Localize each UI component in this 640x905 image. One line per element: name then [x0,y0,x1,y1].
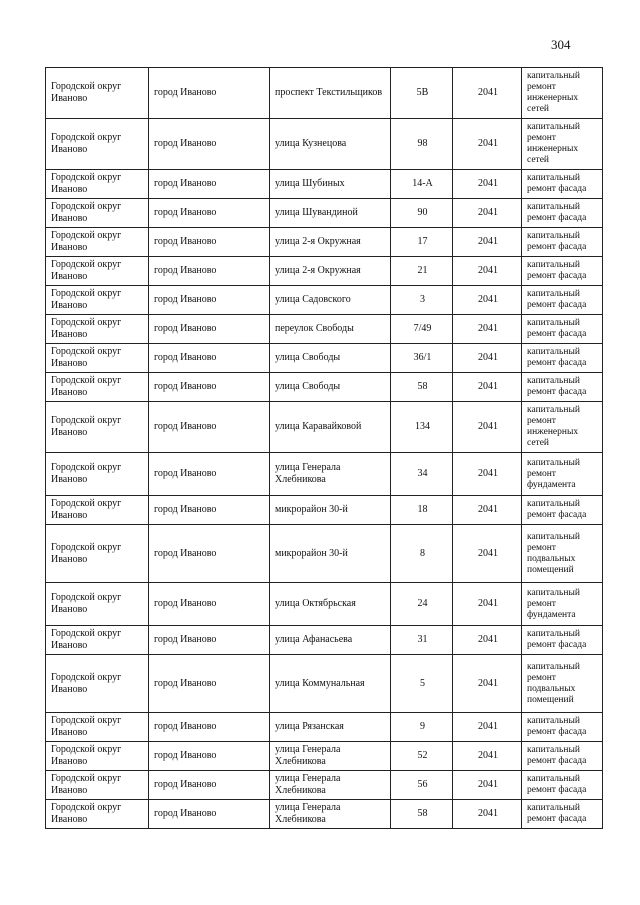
district-cell: Городской округ Иваново [46,373,149,402]
year-cell: 2041 [453,626,522,655]
registry-body [46,68,603,829]
year-cell: 2041 [453,771,522,800]
city-cell: город Иваново [149,315,270,344]
work-type-cell: капитальный ремонт фасада [522,315,603,344]
house-number-cell: 18 [391,496,453,525]
repair-registry-table [45,67,603,829]
house-number-cell: 31 [391,626,453,655]
year-cell: 2041 [453,525,522,583]
year-cell: 2041 [453,742,522,771]
house-number-cell: 21 [391,257,453,286]
house-number-cell: 8 [391,525,453,583]
table-row [46,257,603,286]
street-cell: улица Рязанская [270,713,391,742]
table-row [46,800,603,829]
table-row [46,496,603,525]
work-type-cell: капитальный ремонт фасада [522,626,603,655]
city-cell: город Иваново [149,453,270,496]
city-cell: город Иваново [149,496,270,525]
year-cell: 2041 [453,453,522,496]
district-cell: Городской округ Иваново [46,800,149,829]
work-type-cell: капитальный ремонт фасада [522,742,603,771]
work-type-cell: капитальный ремонт инженерных сетей [522,402,603,453]
city-cell: город Иваново [149,286,270,315]
work-type-cell: капитальный ремонт подвальных помещений [522,655,603,713]
city-cell: город Иваново [149,771,270,800]
work-type-cell: капитальный ремонт фундамента [522,583,603,626]
district-cell: Городской округ Иваново [46,525,149,583]
work-type-cell: капитальный ремонт инженерных сетей [522,68,603,119]
table-row [46,119,603,170]
city-cell: город Иваново [149,402,270,453]
house-number-cell: 24 [391,583,453,626]
street-cell: улица Генерала Хлебникова [270,771,391,800]
house-number-cell: 98 [391,119,453,170]
house-number-cell: 58 [391,800,453,829]
house-number-cell: 90 [391,199,453,228]
house-number-cell: 52 [391,742,453,771]
work-type-cell: капитальный ремонт фасада [522,496,603,525]
work-type-cell: капитальный ремонт фасада [522,800,603,829]
house-number-cell: 17 [391,228,453,257]
table-row [46,170,603,199]
house-number-cell: 56 [391,771,453,800]
district-cell: Городской округ Иваново [46,626,149,655]
table-row [46,402,603,453]
district-cell: Городской округ Иваново [46,655,149,713]
year-cell: 2041 [453,68,522,119]
table-row [46,525,603,583]
street-cell: улица Каравайковой [270,402,391,453]
city-cell: город Иваново [149,228,270,257]
house-number-cell: 3 [391,286,453,315]
table-row [46,286,603,315]
year-cell: 2041 [453,315,522,344]
year-cell: 2041 [453,170,522,199]
year-cell: 2041 [453,228,522,257]
street-cell: микрорайон 30-й [270,496,391,525]
city-cell: город Иваново [149,170,270,199]
district-cell: Городской округ Иваново [46,170,149,199]
work-type-cell: капитальный ремонт подвальных помещений [522,525,603,583]
district-cell: Городской округ Иваново [46,68,149,119]
street-cell: переулок Свободы [270,315,391,344]
year-cell: 2041 [453,119,522,170]
street-cell: улица Генерала Хлебникова [270,800,391,829]
house-number-cell: 7/49 [391,315,453,344]
city-cell: город Иваново [149,373,270,402]
house-number-cell: 36/1 [391,344,453,373]
work-type-cell: капитальный ремонт инженерных сетей [522,119,603,170]
district-cell: Городской округ Иваново [46,315,149,344]
street-cell: микрорайон 30-й [270,525,391,583]
table-row [46,771,603,800]
table-row [46,626,603,655]
work-type-cell: капитальный ремонт фасада [522,286,603,315]
city-cell: город Иваново [149,713,270,742]
table-row [46,315,603,344]
district-cell: Городской округ Иваново [46,344,149,373]
year-cell: 2041 [453,583,522,626]
street-cell: улица 2-я Окружная [270,228,391,257]
street-cell: улица Генерала Хлебникова [270,742,391,771]
table-row [46,199,603,228]
year-cell: 2041 [453,257,522,286]
house-number-cell: 9 [391,713,453,742]
house-number-cell: 14-А [391,170,453,199]
house-number-cell: 5 [391,655,453,713]
year-cell: 2041 [453,286,522,315]
district-cell: Городской округ Иваново [46,713,149,742]
district-cell: Городской округ Иваново [46,771,149,800]
city-cell: город Иваново [149,742,270,771]
house-number-cell: 58 [391,373,453,402]
street-cell: улица 2-я Окружная [270,257,391,286]
work-type-cell: капитальный ремонт фасада [522,771,603,800]
table-row [46,742,603,771]
page-number: 304 [551,37,571,52]
district-cell: Городской округ Иваново [46,583,149,626]
district-cell: Городской округ Иваново [46,199,149,228]
work-type-cell: капитальный ремонт фасада [522,228,603,257]
work-type-cell: капитальный ремонт фасада [522,257,603,286]
street-cell: улица Коммунальная [270,655,391,713]
year-cell: 2041 [453,199,522,228]
table-row [46,713,603,742]
year-cell: 2041 [453,655,522,713]
street-cell: улица Шубиных [270,170,391,199]
city-cell: город Иваново [149,655,270,713]
table-row [46,344,603,373]
table-row [46,373,603,402]
district-cell: Городской округ Иваново [46,453,149,496]
district-cell: Городской округ Иваново [46,228,149,257]
city-cell: город Иваново [149,119,270,170]
year-cell: 2041 [453,344,522,373]
year-cell: 2041 [453,713,522,742]
house-number-cell: 34 [391,453,453,496]
city-cell: город Иваново [149,583,270,626]
city-cell: город Иваново [149,257,270,286]
city-cell: город Иваново [149,344,270,373]
year-cell: 2041 [453,402,522,453]
work-type-cell: капитальный ремонт фасада [522,713,603,742]
district-cell: Городской округ Иваново [46,286,149,315]
year-cell: 2041 [453,800,522,829]
table-row [46,453,603,496]
city-cell: город Иваново [149,68,270,119]
table-row [46,228,603,257]
district-cell: Городской округ Иваново [46,496,149,525]
table-row [46,655,603,713]
house-number-cell: 134 [391,402,453,453]
district-cell: Городской округ Иваново [46,257,149,286]
year-cell: 2041 [453,373,522,402]
city-cell: город Иваново [149,626,270,655]
work-type-cell: капитальный ремонт фасада [522,170,603,199]
street-cell: улица Кузнецова [270,119,391,170]
street-cell: улица Садовского [270,286,391,315]
year-cell: 2041 [453,496,522,525]
work-type-cell: капитальный ремонт фасада [522,199,603,228]
district-cell: Городской округ Иваново [46,742,149,771]
city-cell: город Иваново [149,199,270,228]
street-cell: улица Генерала Хлебникова [270,453,391,496]
street-cell: проспект Текстильщиков [270,68,391,119]
house-number-cell: 5В [391,68,453,119]
district-cell: Городской округ Иваново [46,402,149,453]
city-cell: город Иваново [149,800,270,829]
work-type-cell: капитальный ремонт фундамента [522,453,603,496]
street-cell: улица Октябрьская [270,583,391,626]
work-type-cell: капитальный ремонт фасада [522,344,603,373]
district-cell: Городской округ Иваново [46,119,149,170]
street-cell: улица Свободы [270,344,391,373]
street-cell: улица Афанасьева [270,626,391,655]
table-row [46,583,603,626]
street-cell: улица Шувандиной [270,199,391,228]
work-type-cell: капитальный ремонт фасада [522,373,603,402]
city-cell: город Иваново [149,525,270,583]
table-row [46,68,603,119]
street-cell: улица Свободы [270,373,391,402]
